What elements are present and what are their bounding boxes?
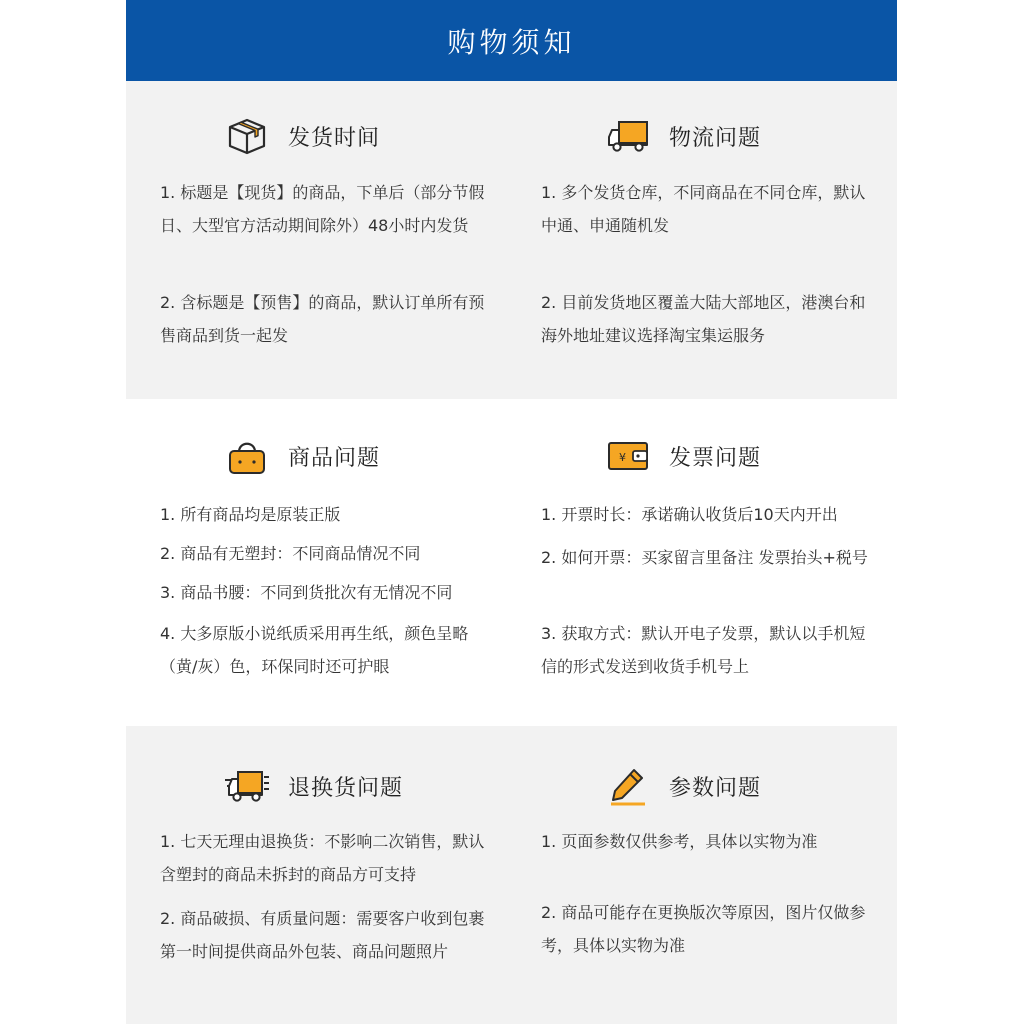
card-product xyxy=(160,399,500,726)
truck-icon xyxy=(605,116,651,156)
card-title: 退换货问题 xyxy=(288,775,404,801)
card-text-1: 1. 七天无理由退换货：不影响二次销售，默认含塑封的商品未拆封的商品方可支持 xyxy=(160,832,485,884)
card-heading xyxy=(224,116,380,156)
card-returns xyxy=(160,726,500,1024)
card-text-1: 1. 页面参数仅供参考，具体以实物为准 xyxy=(541,832,818,851)
shopping-notice xyxy=(126,0,897,1024)
card-title: 商品问题 xyxy=(288,445,381,471)
basket-icon xyxy=(224,436,270,476)
card-text-3: 3. 商品书腰：不同到货批次有无情况不同 xyxy=(160,583,453,602)
card-text-2: 2. 商品可能存在更换版次等原因，图片仅做参考，具体以实物为准 xyxy=(541,903,866,955)
currency-symbol: ¥ xyxy=(619,451,626,464)
card-heading xyxy=(224,436,380,476)
card-shipping-time xyxy=(160,81,500,399)
card-text-2: 2. 商品有无塑封：不同商品情况不同 xyxy=(160,544,421,563)
card-text-1: 1. 开票时长：承诺确认收货后10天内开出 xyxy=(541,505,838,524)
card-text-1: 1. 所有商品均是原装正版 xyxy=(160,505,341,524)
card-title: 发货时间 xyxy=(288,125,381,151)
card-heading xyxy=(605,116,761,156)
card-title: 参数问题 xyxy=(669,775,762,801)
card-text-2: 2. 商品破损、有质量问题：需要客户收到包裹第一时间提供商品外包装、商品问题照片 xyxy=(160,909,485,961)
card-title: 物流问题 xyxy=(669,125,762,151)
card-logistics xyxy=(541,81,881,399)
notice-title: 购物须知 xyxy=(447,25,576,59)
section-shipping-logistics xyxy=(126,81,897,399)
fast-truck-icon xyxy=(224,766,270,806)
card-invoice xyxy=(541,399,881,726)
pencil-icon xyxy=(605,766,651,806)
section-product-invoice xyxy=(126,399,897,726)
notice-header xyxy=(126,0,897,81)
card-text-2: 2. 如何开票：买家留言里备注 发票抬头+税号 xyxy=(541,548,868,567)
card-text-1: 1. 多个发货仓库，不同商品在不同仓库，默认中通、申通随机发 xyxy=(541,183,866,235)
box-icon xyxy=(224,116,270,156)
wallet-icon xyxy=(605,436,651,476)
card-text-1: 1. 标题是【现货】的商品，下单后（部分节假日、大型官方活动期间除外）48小时内发货 xyxy=(160,183,485,235)
card-text-3: 3. 获取方式：默认开电子发票，默认以手机短信的形式发送到收货手机号上 xyxy=(541,624,866,676)
card-text-2: 2. 含标题是【预售】的商品，默认订单所有预售商品到货一起发 xyxy=(160,293,485,345)
card-heading xyxy=(605,766,761,806)
card-heading xyxy=(605,436,761,476)
card-specs xyxy=(541,726,881,1024)
card-title: 发票问题 xyxy=(669,445,762,471)
section-returns-specs xyxy=(126,726,897,1024)
card-text-2: 2. 目前发货地区覆盖大陆大部地区，港澳台和海外地址建议选择淘宝集运服务 xyxy=(541,293,866,345)
card-heading xyxy=(224,766,403,806)
card-text-4: 4. 大多原版小说纸质采用再生纸，颜色呈略（黄/灰）色，环保同时还可护眼 xyxy=(160,624,469,676)
